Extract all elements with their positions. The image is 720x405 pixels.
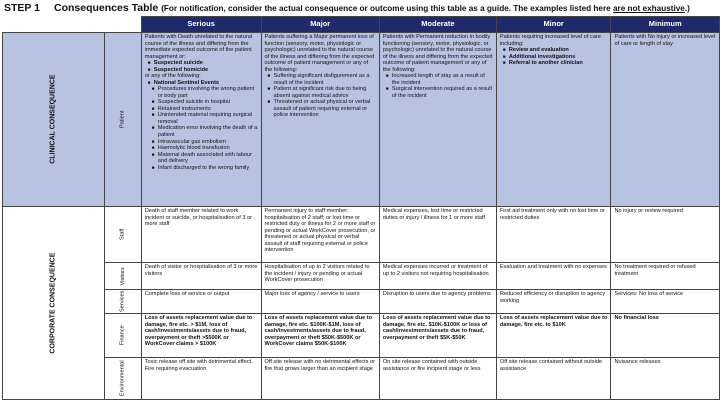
list-item: ■ Procedures involving the wrong patient or body part: [154, 86, 258, 99]
cell-visitors-major: Hospitalisation of up to 2 visitors related to the incident / injury or pending or actual WorkCover prosecution: [261, 263, 379, 290]
row-label-patient: Patient: [105, 33, 142, 207]
cell-visitors-moderate: Medical expenses incurred or treatment of up to 2 visitors not requiring hospitalisation: [379, 263, 496, 290]
row-visitors: [3, 263, 720, 290]
header-corner: [3, 17, 142, 33]
col-serious: Serious: [141, 17, 261, 33]
cell-finance-major: Loss of assets replacement value due to damage, fire etc. $100K-$1M, loss of cash/investments/assets due to fraud, overpayment or theft $50K-$500K or WorkCover claims $50K-$100K: [261, 314, 379, 358]
list-item: ■ Increased length of stay as a result of the incident: [388, 73, 493, 86]
row-label-finance: Finance: [105, 314, 142, 358]
cell-services-moderate: Disruption to users due to agency problems: [379, 290, 496, 314]
row-finance: [3, 314, 720, 358]
cell-visitors-minor: Evaluation and treatment with no expenses: [496, 263, 611, 290]
list-item: ■ Intravascular gas embolism: [154, 139, 258, 146]
cell-services-serious: Complete loss of service or output: [141, 290, 261, 314]
group-corporate: CORPORATE CONSEQUENCE: [3, 207, 105, 400]
cell-patient-minimum: Patients with No injury or increased level of care or length of stay: [611, 33, 720, 207]
cell-environmental-major: Off site release with no detrimental effects or fire that grows larger than an incipient stage: [261, 358, 379, 400]
cell-staff-minimum: No injury or review required: [611, 207, 720, 263]
cell-finance-serious: Loss of assets replacement value due to damage, fire etc. > $1M, loss of cash/investments/assets due to fraud, overpayment or theft >$500K or WorkCover claims > $100K: [141, 314, 261, 358]
cell-services-minor: Reduced efficiency or disruption to agency working: [496, 290, 611, 314]
cell-patient-moderate: Patients with Permanent reduction in bodily functioning (sensory, motor, physiologic, or psychologic) unrelated to the natural course of the illness and differing from the expected outcome of patient management or any of the following: ■ Increased length of stay as a result of the incident ■ Surgical intervention required as a result of the incident: [379, 33, 496, 207]
cell-environmental-minor: Off site release contained without outside assistance: [496, 358, 611, 400]
cell-visitors-serious: Death of visitor or hospitalisation of 3 or more visitors: [141, 263, 261, 290]
cell-staff-major: Permanent injury to staff member; hospitalisation of 2 staff; or lost time or restricted duty or illness for 2 or more staff or pending or actual WorkCover prosecution, or threatened or actual physical or verbal assault of staff requiring external or police intervention: [261, 207, 379, 263]
consequences-table: [2, 16, 720, 400]
cell-environmental-moderate: On site release contained with outside assistance or fire incipient stage or less: [379, 358, 496, 400]
col-minor: Minor: [496, 17, 611, 33]
list-item: ■ Suspected homicide: [150, 67, 258, 74]
cell-services-minimum: Services: No loss of service: [611, 290, 720, 314]
cell-staff-serious: Death of staff member related to work incident or suicide, or hospitalisation of 3 or more staff: [141, 207, 261, 263]
cell-finance-minimum: No financial loss: [611, 314, 720, 358]
cell-visitors-minimum: No treatment required or refused treatment: [611, 263, 720, 290]
list-item: ■ Surgical intervention required as a result of the incident: [388, 86, 493, 99]
row-patient: [3, 33, 720, 207]
title-note: (For notification, consider the actual consequence or outcome using this table as a guide. The examples listed here are not exhaustive.): [161, 4, 690, 13]
cell-finance-minor: Loss of assets replacement value due to damage, fire etc. to $10K: [496, 314, 611, 358]
cell-environmental-minimum: Nuisance releases: [611, 358, 720, 400]
group-clinical: CLINICAL CONSEQUENCE: [3, 33, 105, 207]
list-item: ■ Unintended material requiring surgical removal: [154, 112, 258, 125]
step-label: STEP 1: [4, 2, 40, 14]
row-staff: [3, 207, 720, 263]
row-label-services: Services: [105, 290, 142, 314]
list-item: ■ Suspected suicide in hospital: [154, 99, 258, 106]
cell-staff-minor: First aid treatment only with no lost time or restricted duties: [496, 207, 611, 263]
list-item: ■ Maternal death associated with labour and delivery: [154, 152, 258, 165]
cell-staff-moderate: Medical expenses, lost time or restricted duties or injury / illness for 1 or more staff: [379, 207, 496, 263]
table-name: Consequences Table: [54, 2, 159, 14]
list-item: ■ Retained instruments: [154, 106, 258, 113]
cell-environmental-serious: Toxic release off site with detrimental effect. Fire requiring evacuation: [141, 358, 261, 400]
cell-patient-minor: Patients requiring increased level of care including: ■ Review and evaluation ■ Additional investigations ■ Referral to another clinician: [496, 33, 611, 207]
list-item: ■ Additional investigations: [505, 54, 608, 61]
cell-patient-major: Patients suffering a Major permanent loss of function (sensory, motor, physiologic or psychologic) unrelated to the natural course of the illness and differing from the expected outcome of patient management or any of the following: ■ Suffering significant disfigurement as a result of the incident ■ Patient at significant risk due to being absent against medical advice ■ Threatened or actual physical or verbal assault of patient requiring external or police intervention: [261, 33, 379, 207]
list-item: ■ Patient at significant risk due to being absent against medical advice: [270, 86, 376, 99]
list-item: ■ Infant discharged to the wrong family: [154, 165, 258, 172]
row-label-staff: Staff: [105, 207, 142, 263]
list-item: ■ Haemolytic blood transfusion: [154, 145, 258, 152]
list-item: ■ National Sentinel Events: [150, 80, 258, 87]
row-label-environmental: Environmental: [105, 358, 142, 400]
row-label-visitors: Visitors: [105, 263, 142, 290]
row-environmental: [3, 358, 720, 400]
page-title: [4, 2, 690, 16]
header-row: [3, 17, 720, 33]
list-item: ■ Referral to another clinician: [505, 60, 608, 67]
list-item: ■ Review and evaluation: [505, 47, 608, 54]
cell-patient-serious: Patients with Death unrelated to the natural course of the illness and differing from the immediate expected outcome of the patient management or: ■ Suspected suicide ■ Suspected homicide or any of the following: ■ National Sentinel Events ■ Procedures involving the wrong patient or body part ■ Suspected suicide in hospital ■ Retained instruments ■ Unintended material requiring surgical removal ■ Medication error involving the death of a patient ■ Intravascular gas embolism ■ Haemolytic blood transfusion ■ Maternal death associated with labour and delivery ■ Infant discharged to the wrong family: [141, 33, 261, 207]
row-services: [3, 290, 720, 314]
col-moderate: Moderate: [379, 17, 496, 33]
list-item: ■ Suspected suicide: [150, 60, 258, 67]
list-item: ■ Threatened or actual physical or verbal assault of patient requiring external or police intervention: [270, 99, 376, 119]
list-item: ■ Suffering significant disfigurement as a result of the incident: [270, 73, 376, 86]
cell-finance-moderate: Loss of assets replacement value due to damage, fire etc. $10K-$100K or loss of cash/investments/assets due to fraud, overpayment or theft $5K-$50K: [379, 314, 496, 358]
col-minimum: Minimum: [611, 17, 720, 33]
col-major: Major: [261, 17, 379, 33]
cell-services-major: Major loss of agency / service to users: [261, 290, 379, 314]
list-item: ■ Medication error involving the death of a patient: [154, 125, 258, 138]
